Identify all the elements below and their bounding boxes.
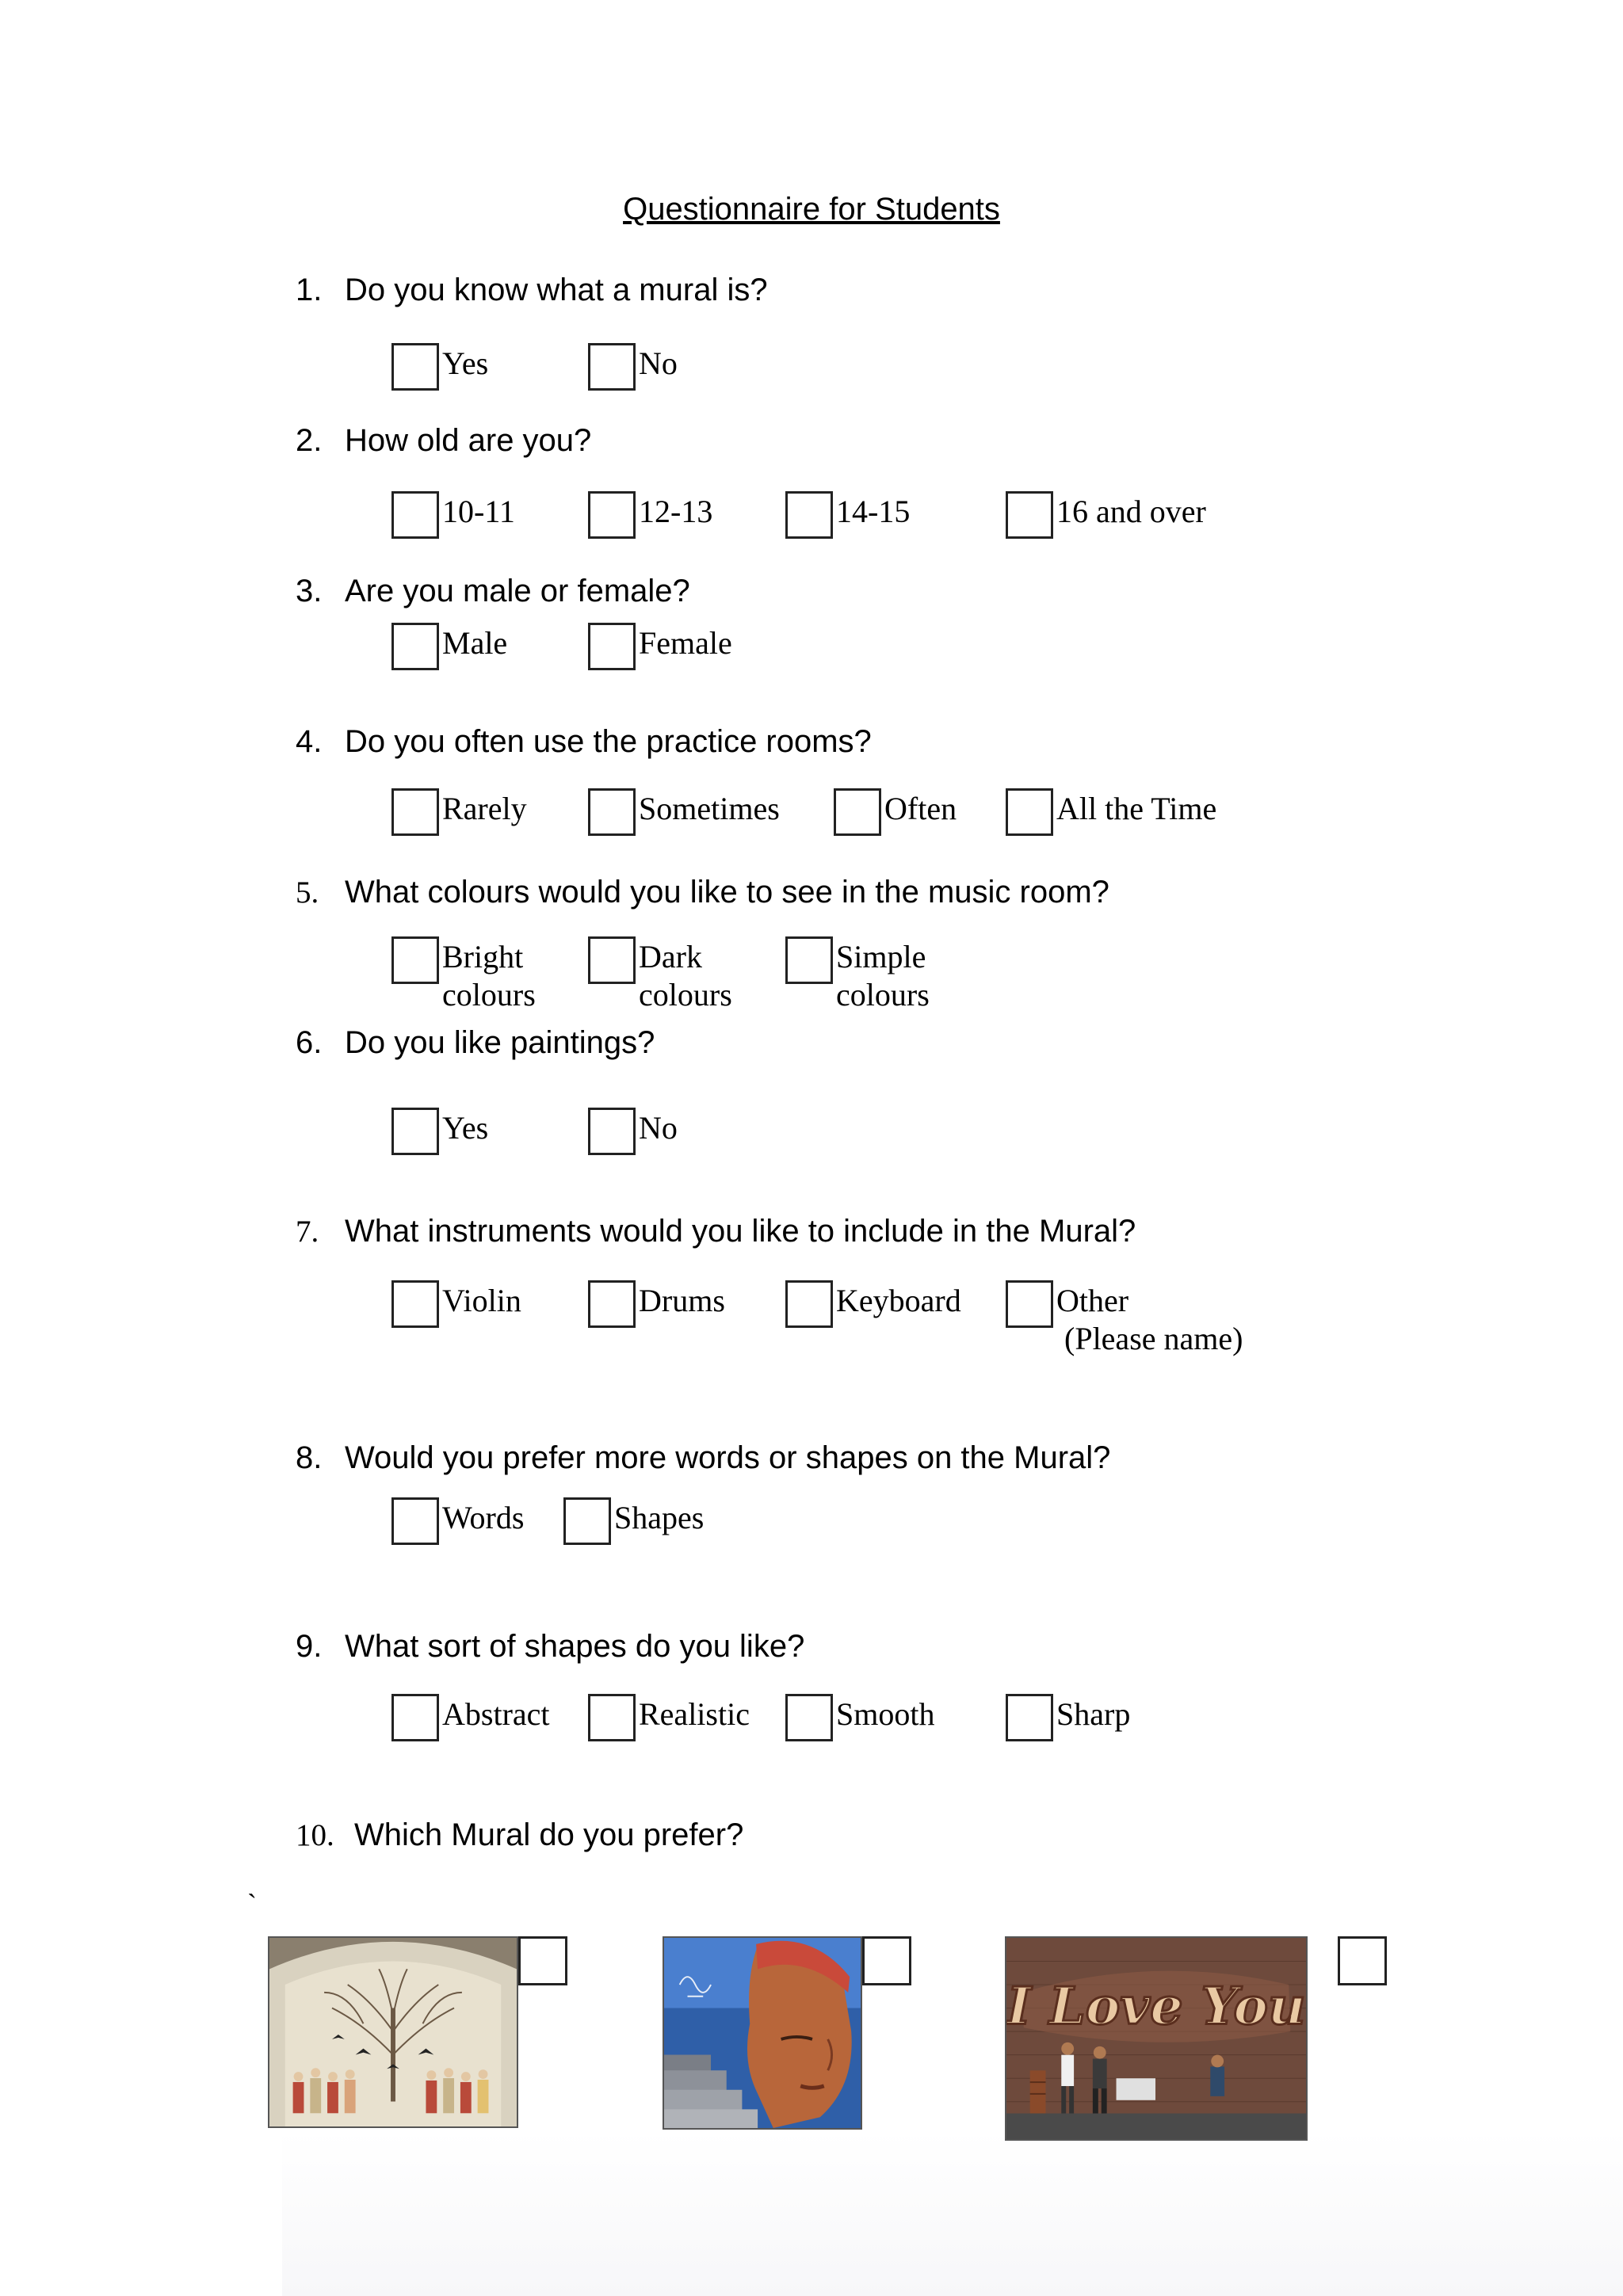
question-number: 8. [296,1440,323,1475]
question-6 [296,1024,655,1061]
checkbox-q7-keyboard[interactable] [785,1280,833,1328]
question-text: Are you male or female? [345,574,690,608]
question-number: 7. [296,1215,319,1249]
question-3 [296,572,690,609]
option-label: Realistic [639,1696,750,1732]
checkbox-q8-words[interactable] [391,1497,439,1545]
option-label: Drums [639,1283,725,1318]
question-number: 5. [296,875,319,910]
question-text: Do you like paintings? [345,1025,655,1060]
option-label: Bright [442,939,524,974]
checkbox-q7-drums[interactable] [588,1280,636,1328]
option-label: Keyboard [836,1283,961,1318]
checkbox-q4-often[interactable] [834,788,881,836]
checkbox-q2-12-13[interactable] [588,491,636,539]
question-number: 3. [296,574,323,608]
question-10 [296,1816,743,1853]
checkbox-q6-no[interactable] [588,1108,636,1155]
option-label: Words [442,1500,525,1535]
option-label: 16 and over [1056,494,1206,529]
question-text: What sort of shapes do you like? [345,1629,805,1664]
option-label: Smooth [836,1696,935,1732]
option-label: Yes [442,1110,489,1146]
question-2 [296,421,591,459]
option-label: Sharp [1056,1696,1131,1732]
portrait-face-mural-image [663,1936,862,2130]
question-text: Would you prefer more words or shapes on the Mural? [345,1440,1111,1475]
question-text: How old are you? [345,423,592,458]
checkbox-mural-3[interactable] [1338,1936,1387,1985]
option-label: Violin [442,1283,521,1318]
checkbox-q3-male[interactable] [391,623,439,670]
question-5 [296,873,1109,910]
question-number: 4. [296,724,323,759]
option-label: Other [1056,1283,1129,1318]
checkbox-q7-violin[interactable] [391,1280,439,1328]
option-label: (Please name) [1064,1321,1243,1356]
question-4 [296,723,872,760]
option-label: Abstract [442,1696,550,1732]
option-label: Often [884,791,957,826]
fresco-tree-mural-image [268,1936,518,2128]
stray-mark: ` [247,1888,257,1920]
checkbox-q1-no[interactable] [588,343,636,391]
checkbox-q5-bright-colours[interactable] [391,936,439,984]
question-text: Which Mural do you prefer? [354,1817,744,1852]
checkbox-q8-shapes[interactable] [563,1497,611,1545]
option-label: Shapes [614,1500,705,1535]
checkbox-q9-smooth[interactable] [785,1694,833,1741]
checkbox-mural-1[interactable] [518,1936,567,1985]
checkbox-q5-simple-colours[interactable] [785,936,833,984]
checkbox-q7-other[interactable] [1006,1280,1053,1328]
question-text: What colours would you like to see in the music room? [345,875,1109,910]
option-label: colours [639,977,732,1013]
checkbox-q9-abstract[interactable] [391,1694,439,1741]
graffiti-lettering: I Love You [1006,1976,1306,2037]
option-label: Male [442,625,508,661]
question-9 [296,1627,804,1665]
question-number: 10. [296,1818,334,1852]
checkbox-q3-female[interactable] [588,623,636,670]
checkbox-q2-10-11[interactable] [391,491,439,539]
option-label: 14-15 [836,494,911,529]
option-label: All the Time [1056,791,1217,826]
i-love-you-graffiti-mural-image [1005,1936,1308,2141]
option-label: Female [639,625,732,661]
question-1 [296,271,768,308]
option-label: Yes [442,345,489,381]
checkbox-mural-2[interactable] [862,1936,911,1985]
option-label: colours [442,977,536,1013]
question-number: 6. [296,1025,323,1060]
question-number: 9. [296,1629,323,1664]
question-8 [296,1439,1110,1476]
option-label: Simple [836,939,926,974]
option-label: No [639,1110,678,1146]
checkbox-q2-16-and-over[interactable] [1006,491,1053,539]
checkbox-q5-dark-colours[interactable] [588,936,636,984]
checkbox-q9-realistic[interactable] [588,1694,636,1741]
option-label: Sometimes [639,791,780,826]
checkbox-q1-yes[interactable] [391,343,439,391]
option-label: colours [836,977,930,1013]
question-text: Do you often use the practice rooms? [345,724,872,759]
question-7 [296,1212,1136,1249]
question-number: 1. [296,273,323,307]
checkbox-q4-sometimes[interactable] [588,788,636,836]
question-text: What instruments would you like to include in the Mural? [345,1214,1136,1249]
page-shade [282,2131,1623,2296]
option-label: Rarely [442,791,527,826]
checkbox-q4-rarely[interactable] [391,788,439,836]
option-label: No [639,345,678,381]
option-label: 10-11 [442,494,515,529]
checkbox-q4-all-the-time[interactable] [1006,788,1053,836]
checkbox-q2-14-15[interactable] [785,491,833,539]
option-label: Dark [639,939,702,974]
page-title: Questionnaire for Students [623,192,1000,227]
question-text: Do you know what a mural is? [345,273,768,307]
option-label: 12-13 [639,494,713,529]
question-number: 2. [296,423,323,458]
checkbox-q6-yes[interactable] [391,1108,439,1155]
checkbox-q9-sharp[interactable] [1006,1694,1053,1741]
